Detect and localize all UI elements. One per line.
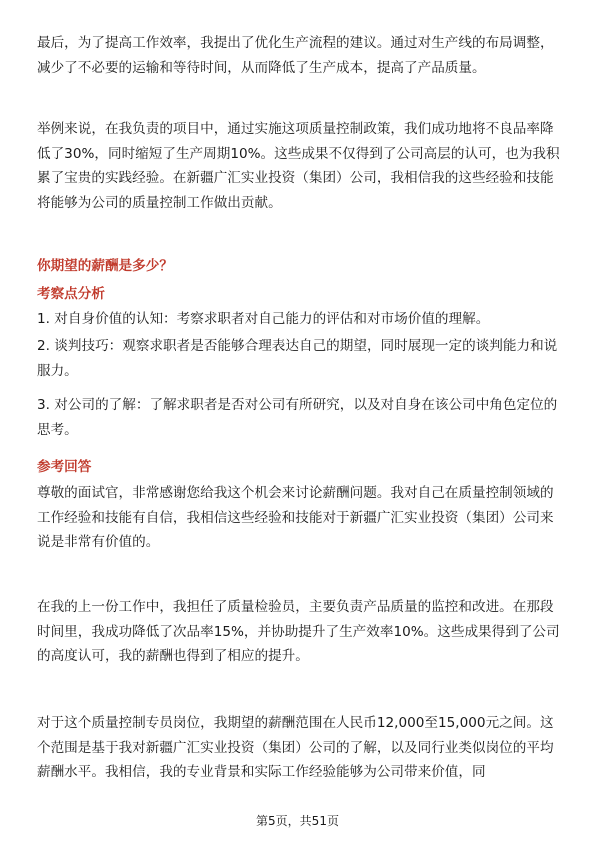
answer-paragraph-3: 对于这个质量控制专员岗位，我期望的薪酬范围在人民币12,000至15,000元之间。这个范围是基于我对新疆广汇实业投资（集团）公司的了解，以及同行业类似岗位的平均薪酬水平。我相信，我的专业背景和实际工作经验能够为公司带来价值，同 bbox=[37, 715, 554, 780]
question-heading: 你期望的薪酬是多少？ bbox=[37, 258, 173, 274]
analysis-heading: 考察点分析 bbox=[37, 286, 105, 302]
page-number-footer: 第5页，共51页 bbox=[256, 814, 339, 828]
analysis-item-1: 1. 对自身价值的认知：考察求职者对自己能力的评估和对市场价值的理解。 bbox=[37, 311, 490, 327]
paragraph-example: 举例来说，在我负责的项目中，通过实施这项质量控制政策，我们成功地将不良品率降低了30%，同时缩短了生产周期10%。这些成果不仅得到了公司高层的认可，也为我积累了宝贵的实践经验。在新疆广汇实业投资（集团）公司，我相信我的这些经验和技能将能够为公司的质量控制工作做出贡献。 bbox=[37, 121, 560, 211]
answer-paragraph-1: 尊敬的面试官，非常感谢您给我这个机会来讨论薪酬问题。我对自己在质量控制领域的工作经验和技能有自信，我相信这些经验和技能对于新疆广汇实业投资（集团）公司来说是非常有价值的。 bbox=[37, 485, 554, 550]
answer-heading: 参考回答 bbox=[37, 459, 92, 475]
answer-paragraph-2: 在我的上一份工作中，我担任了质量检验员，主要负责产品质量的监控和改进。在那段时间里，我成功降低了次品率15%，并协助提升了生产效率10%。这些成果得到了公司的高度认可，我的薪酬也得到了相应的提升。 bbox=[37, 599, 560, 664]
paragraph-optimization: 最后，为了提高工作效率，我提出了优化生产流程的建议。通过对生产线的布局调整，减少了不必要的运输和等待时间，从而降低了生产成本，提高了产品质量。 bbox=[37, 35, 554, 76]
document-page bbox=[37, 0, 563, 842]
analysis-item-3: 3. 对公司的了解：了解求职者是否对公司有所研究，以及对自身在该公司中角色定位的思考。 bbox=[37, 397, 558, 438]
analysis-item-2: 2. 谈判技巧：观察求职者是否能够合理表达自己的期望，同时展现一定的谈判能力和说服力。 bbox=[37, 338, 558, 379]
